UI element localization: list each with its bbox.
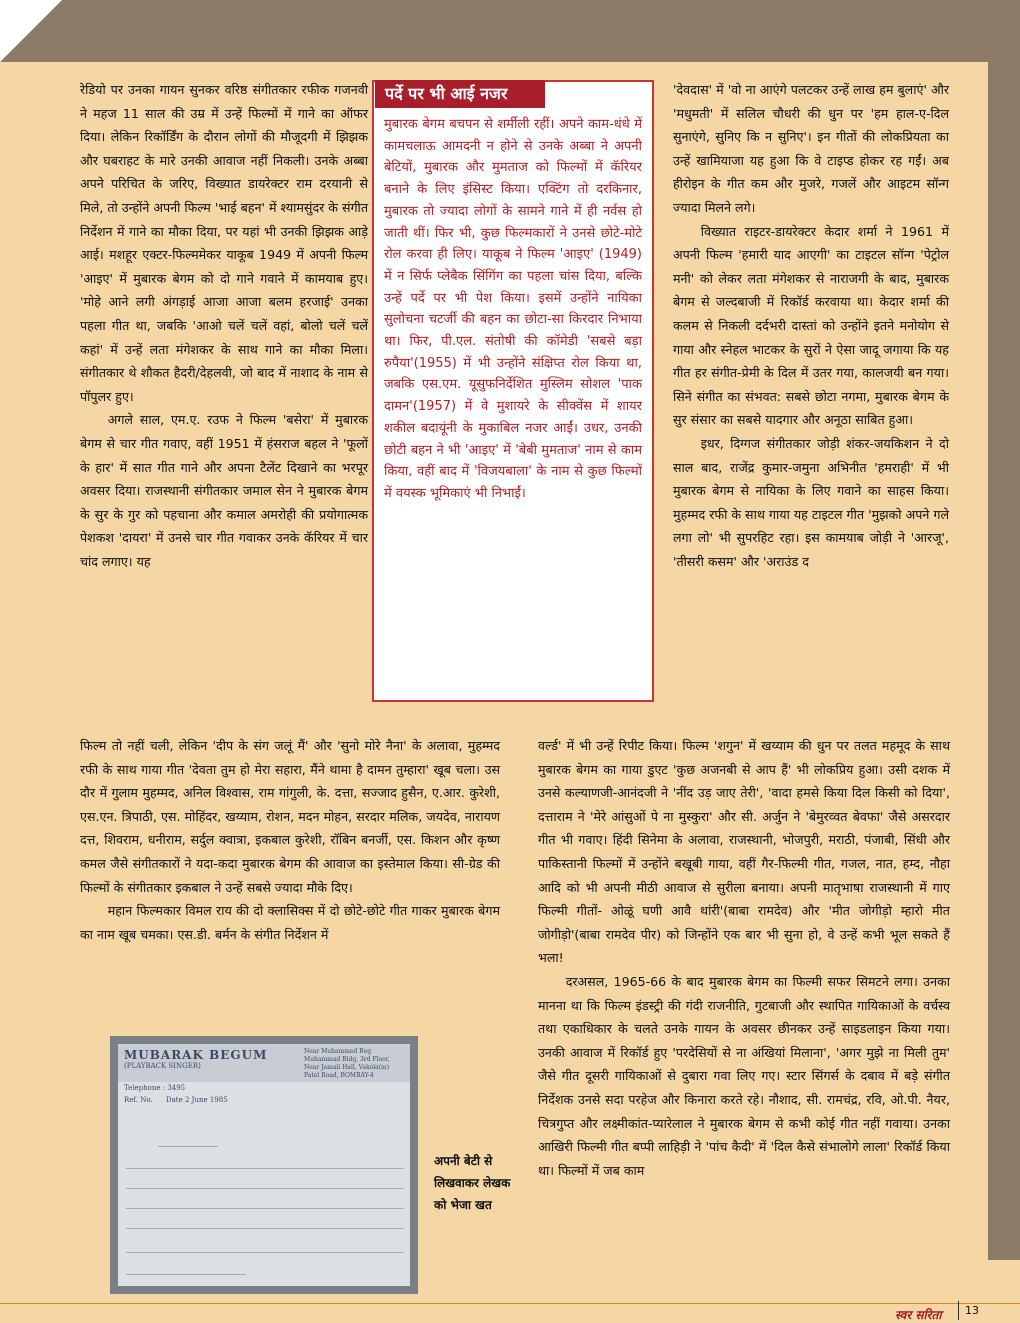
footer-rule: [0, 1303, 1020, 1304]
letterhead: [118, 1044, 410, 1082]
letterhead-name: MUBARAK BEGUM: [124, 1048, 268, 1062]
letter-date: Date 2 June 1985: [166, 1096, 228, 1104]
sidebar-text: मुबारक बेगम बचपन से शर्मीली रहीं। अपने काम-धंधे में कामचलाऊ आमदनी न होने से उनके अब्बा ने अपनी बेटियों, मुबारक और मुमताज को फिल्मों में कॅरियर बनाने के लिए इंसिस्ट किया। एक्टिंग तो दरकिनार, मुबारक तो ज्यादा लोगों के सामने गाने में ही नर्वस हो जाती थीं। फिर भी, कुछ फिल्मकारों ने उनसे छोटे-मोटे रोल करवा ही लिए। याकूब ने फिल्म 'आइए' (1949) में न सिर्फ प्लेबैक सिंगिंग का पहला चांस दिया, बल्कि उन्हें पर्दे पर भी पेश किया। इसमें उन्होंने नायिका सुलोचना चटर्जी की बहन का छोटा-सा किरदार निभाया था। फिर, पी.एल. संतोषी की कॉमेडी 'सबसे बड़ा रुपैया'(1955) में भी उन्होंने संक्षिप्त रोल किया था, जबकि एस.एम. यूसुफनिर्देशित मुस्लिम सोशल 'पाक दामन'(1957) में वे मुशायरे के सीक्वेंस में शायर शकील बदायूंनी के मुकाबिल नजर आईं। उधर, उनकी छोटी बहन ने भी 'आइए' में 'बेबी मुमताज' नाम से काम किया, वहीं बाद में 'विजयबाला' के नाम से कुछ फिल्मों में वयस्क भूमिकाएं भी निभाईं।: [384, 117, 642, 501]
sidebar-title: पर्दे पर भी आई नजर: [375, 80, 545, 108]
handwriting-line: [126, 1156, 404, 1169]
paragraph: रेडियो पर उनका गायन सुनकर वरिष्ठ संगीतकार रफीक गजनवी ने महज 11 साल की उम्र में उन्हें फिल्मों में गाने का ऑफर दिया। लेकिन रिकॉर्डिंग के दौरान लोगों की मौजूदगी में झिझक और घबराहट के मारे उनकी आवाज नहीं निकली। उनके अब्बा अपने परिचित के जरिए, विख्यात डायरेक्टर राम दरयानी से मिले, तो उन्होंने अपनी फिल्म 'भाई बहन' में श्यामसुंदर के संगीत निर्देशन में गाने का मौका दिया, पर यहां भी उनकी झिझक आड़े आई। मशहूर एक्टर-फिल्ममेकर याकूब 1949 में अपनी फिल्म 'आइए' में मुबारक बेगम को दो गाने गवाने में कामयाब हुए। 'मोहे आने लगी अंगड़ाई आजा आजा बलम हरजाई' उनका पहला गीत था, जबकि 'आओ चलें चलें वहां, बोलो चलें चलें कहां' में उन्हें लता मंगेशकर के साथ गाने का मौका मिला। संगीतकार थे शौकत हैदरी/देहलवी, जो बाद में नाशाद के नाम से पॉपुलर हुए।: [80, 82, 368, 404]
letter-phone: Telephone : 3495: [124, 1084, 186, 1092]
bottom-right-column: [538, 734, 950, 1182]
bottom-left-column: [80, 734, 500, 946]
right-band: [988, 0, 1020, 1260]
paragraph: दरअसल, 1965-66 के बाद मुबारक बेगम का फिल्मी सफर सिमटने लगा। उनका मानना था कि फिल्म इंडस्ट्री की गंदी राजनीति, गुटबाजी और स्थापित गायिकाओं के वर्चस्व तथा एकाधिकार के चलते उनके गायन के अवसर छीनकर उन्हें साइडलाइन किया गया। उनकी आवाज में रिकॉर्ड हुए 'परदेसियों से ना अंखियां मिलाना', 'अगर मुझे ना मिली तुम' जैसे गीत दूसरी गायिकाओं से दुबारा गवा लिए गए। स्टार सिंगर्स के दबाव में बड़े संगीत निर्देशक उनसे सदा परहेज और किनारा करते रहे। नौशाद, सी. रामचंद्र, रवि, ओ.पी. नैयर, चित्रगुप्त और लक्ष्मीकांत-प्यारेलाल ने मुबारक बेगम से कभी कोई गीत नहीं गवाया। उनका आखिरी फिल्मी गीत बप्पी लाहिड़ी ने 'पांच कैदी' में 'दिल कैसे संभालोगे लाला' रिकॉर्ड किया था। फिल्मों में जब काम: [538, 973, 950, 1178]
paragraph: वर्ल्ड' में भी उन्हें रिपीट किया। फिल्म 'शगुन' में खय्याम की धुन पर तलत महमूद के साथ मुबारक बेगम का गाया डुएट 'कुछ अजनबी से आप हैं' भी लोकप्रिय हुआ। उसी दशक में उनसे कल्याणजी-आनंदजी ने 'नींद उड़ जाए तेरी', 'वादा हमसे किया दिल किसी को दिया', दत्ताराम ने 'मेरे आंसुओं पे ना मुस्कुरा' और सी. अर्जुन ने 'बेमुरव्वत बेवफा' जैसे असरदार गीत भी गवाए। हिंदी सिनेमा के अलावा, राजस्थानी, भोजपुरी, मराठी, पंजाबी, सिंधी और पाकिस्तानी फिल्मों में उन्होंने बखूबी गाया, वहीं गैर-फिल्मी गीत, गजल, नात, हम्द, नौहा आदि को भी अपनी मीठी आवाज से सुरीला बनाया। अपनी मातृभाषा राजस्थानी में गाए फिल्मी गीतों- ओळूं घणी आवै थांरी'(बाबा रामदेव) और 'मीत जोगीड़ो म्हारो मीत जोगीड़ो'(बाबा रामदेव पीर) को जिन्होंने एक बार भी सुना हो, वे उन्हें कभी भूल सकते हैं भला!: [538, 738, 950, 966]
letter-meta: [118, 1094, 410, 1106]
handwriting-line: [126, 1196, 404, 1209]
letter-photo: [110, 1036, 418, 1294]
top-corner-fold: [0, 0, 62, 62]
page-number: 13: [958, 1301, 984, 1320]
paragraph: 'देवदास' में 'वो ना आएंगे पलटकर उन्हें लाख हम बुलाएं' और 'मधुमती' में सलिल चौधरी की धुन पर 'हम हाल-ए-दिल सुनाएंगे, सुनिए कि न सुनिए'। इन गीतों की लोकप्रियता का उन्हें खामियाजा यह हुआ कि वे टाइप्ड होकर रह गईं। अब हीरोइन के गीत कम और मुजरे, गजलें और आइटम सॉन्ग ज्यादा मिलने लगे।: [673, 82, 949, 215]
paragraph: फिल्म तो नहीं चली, लेकिन 'दीप के संग जलूं मैं' और 'सुनो मोरे नैना' के अलावा, मुहम्मद रफी के साथ गाया गीत 'देवता तुम हो मेरा सहारा, मैंने थामा है दामन तुम्हारा' खूब चला। उस दौर में गुलाम मुहम्मद, अनिल विश्वास, राम गांगुली, के. दत्ता, सज्जाद हुसैन, ए.आर. कुरेशी, एस.एन. त्रिपाठी, एस. मोहिंदर, खय्याम, रोशन, मदन मोहन, सरदार मलिक, जयदेव, नारायण दत्त, शिवराम, धनीराम, सर्दुल क्वात्रा, इकबाल कुरेशी, रॉबिन बनर्जी, एस. किशन और कृष्ण कमल जैसे संगीतकारों ने यदा-कदा मुबारक बेगम की आवाज का इस्तेमाल किया। सी-ग्रेड की फिल्मों के संगीतकार इकबाल ने उन्हें सबसे ज्यादा मौके दिए।: [80, 738, 500, 895]
column-3: [673, 78, 949, 573]
letter-image: [118, 1044, 410, 1286]
handwriting-line: [158, 1134, 218, 1147]
handwriting-line: [126, 1262, 246, 1275]
photo-caption: अपनी बेटी से लिखवाकर लेखक को भेजा खत: [434, 1154, 511, 1212]
paragraph: इधर, दिग्गज संगीतकार जोड़ी शंकर-जयकिशन ने दो साल बाद, राजेंद्र कुमार-जमुना अभिनीत 'हमराही' में भी मुबारक बेगम से नायिका के लिए गवाने का साहस किया। मुहम्मद रफी के साथ गाया यह टाइटल गीत 'मुझको अपने गले लगा लो' भी सुपरहिट रहा। इस कामयाब जोड़ी ने 'आरजू', 'तीसरी कसम' और 'अराउंड द: [673, 435, 949, 569]
letterhead-subtitle: (PLAYBACK SINGER): [124, 1062, 201, 1070]
letter-ref: Ref. No.: [124, 1096, 153, 1104]
handwriting-line: [126, 1216, 404, 1229]
paragraph: महान फिल्मकार विमल राय की दो क्लासिक्स में दो छोटे-छोटे गीत गाकर मुबारक बेगम का नाम खूब चमका। एस.डी. बर्मन के संगीत निर्देशन में: [80, 903, 500, 942]
top-band: [0, 0, 1020, 62]
paragraph: अगले साल, एम.ए. रउफ ने फिल्म 'बसेरा' में मुबारक बेगम से चार गीत गवाए, वहीं 1951 में हंसराज बहल ने 'फूलों के हार' में सात गीत गाने और अपना टैलेंट दिखाने का भरपूर अवसर दिया। राजस्थानी संगीतकार जमाल सेन ने मुबारक बेगम के सुर के गुर को पहचाना और कमाल अमरोही की प्रयोगात्मक पेशकश 'दायरा' में उनसे चार गीत गवाकर उनके कॅरियर में चार चांद लगाए। यह: [80, 412, 368, 569]
letter-meta: [118, 1082, 410, 1094]
handwriting-line: [126, 1240, 404, 1253]
magazine-name: स्वर सरिता: [895, 1308, 942, 1322]
column-1: [80, 78, 368, 573]
handwriting-line: [126, 1176, 404, 1189]
paragraph: विख्यात राइटर-डायरेक्टर केदार शर्मा ने 1961 में अपनी फिल्म 'हमारी याद आएगी' का टाइटल सॉन्ग 'पेट्रोल मनी' को लेकर लता मंगेशकर से नाराजगी के बाद, मुबारक बेगम से जल्दबाजी में रिकॉर्ड करवाया था। केदार शर्मा की कलम से निकली दर्दभरी दास्तां को उन्होंने इतने मनोयोग से गाया और स्नेहल भाटकर के सुरों ने ऐसा जादू जगाया कि यह गीत हर संगीत-प्रेमी के दिल में उतर गया, कालजयी बन गया। सिने संगीत का संभवत: सबसे छोटा नगमा, मुबारक बेगम के सुर संसार का सबसे यादगार और अनूठा साबित हुआ।: [673, 223, 949, 428]
letterhead-address: Near Muhammed Beg Muhammad Bldg, 3rd Floor, Near Jamali Hall, Vakola(m) Patel Road, BOMBAY-4: [304, 1048, 390, 1079]
